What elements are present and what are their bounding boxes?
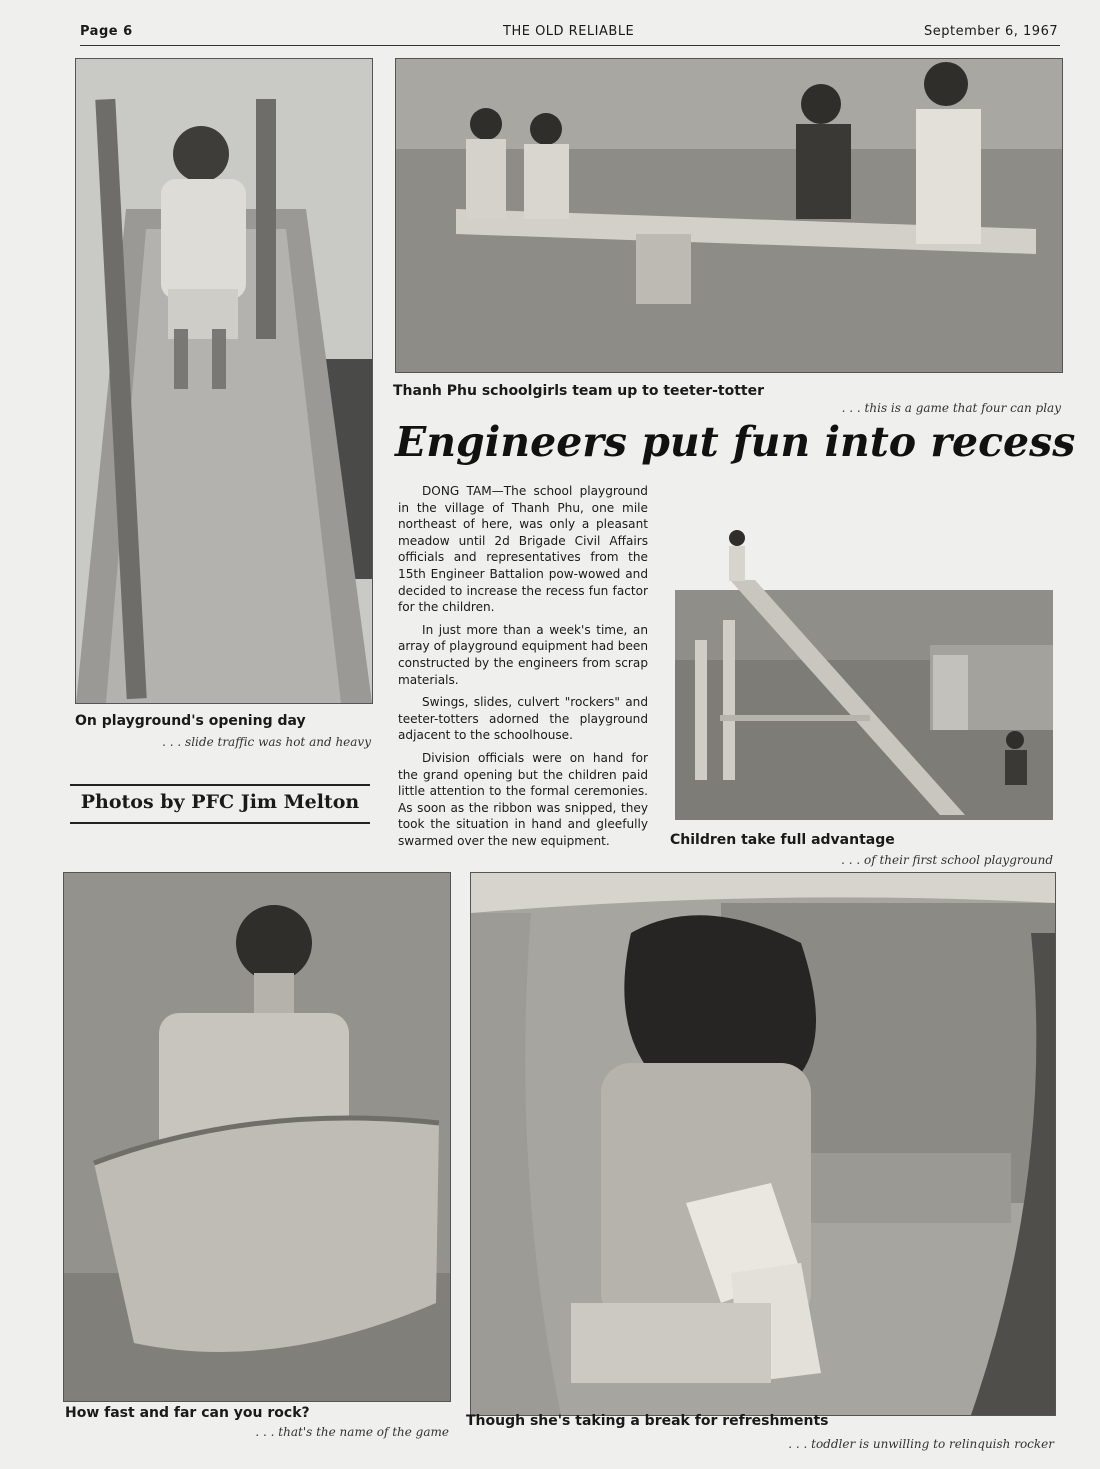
- playground-caption: Children take full advantage: [670, 832, 895, 848]
- rocker-caption: How fast and far can you rock?: [65, 1405, 310, 1421]
- photo-credit: Photos by PFC Jim Melton: [70, 784, 370, 824]
- masthead-rule: [80, 45, 1060, 46]
- teeter-totter-subcaption: . . . this is a game that four can play: [841, 401, 1061, 415]
- toddler-photo: [470, 872, 1056, 1416]
- newspaper-title: THE OLD RELIABLE: [503, 24, 635, 39]
- article-body: [398, 483, 648, 855]
- page-number: Page 6: [80, 24, 133, 39]
- slide-photo: [75, 58, 373, 704]
- issue-date: September 6, 1967: [924, 24, 1059, 39]
- rocker-photo: [63, 872, 451, 1402]
- playground-subcaption: . . . of their first school playground: [841, 853, 1053, 867]
- article-paragraph: Swings, slides, culvert "rockers" and teeter-totters adorned the playground adjacent to the schoolhouse.: [398, 695, 648, 743]
- article-paragraph: DONG TAM—The school playground in the village of Thanh Phu, one mile northeast of here, was only a pleasant meadow until 2d Brigade Civil Affairs officials and representatives from the 15th Engineer Battalion pow-wowed and decided to increase the recess fun factor for the children.: [398, 484, 648, 615]
- article-paragraph: Division officials were on hand for the grand opening but the children paid little attention to the formal ceremonies. As soon as the ribbon was snipped, they took the situation in hand and gleefully swarmed over the new equipment.: [398, 750, 648, 848]
- toddler-subcaption: . . . toddler is unwilling to relinquish rocker: [788, 1437, 1054, 1451]
- teeter-totter-caption: Thanh Phu schoolgirls team up to teeter-totter: [393, 383, 765, 399]
- slide-photo-caption: On playground's opening day: [75, 713, 306, 729]
- toddler-caption: Though she's taking a break for refreshments: [466, 1413, 829, 1429]
- rocker-subcaption: . . . that's the name of the game: [255, 1425, 449, 1439]
- article-paragraph: In just more than a week's time, an array of playground equipment had been constructed by the engineers from scrap materials.: [398, 622, 648, 687]
- teeter-totter-photo: [395, 58, 1063, 373]
- article-headline: Engineers put fun into recess: [395, 418, 1076, 466]
- playground-photo: [675, 520, 1053, 820]
- slide-photo-subcaption: . . . slide traffic was hot and heavy: [162, 735, 371, 749]
